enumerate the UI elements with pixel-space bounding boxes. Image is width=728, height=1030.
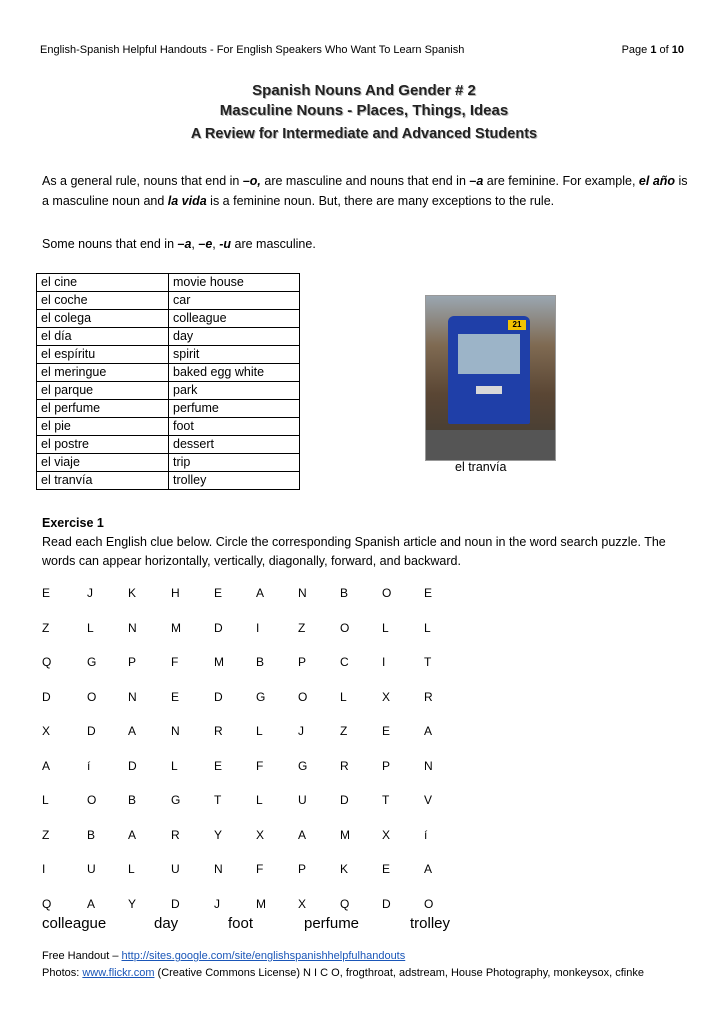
puzzle-letter[interactable]: L [256, 724, 263, 738]
tram-rails [426, 430, 555, 460]
vocab-row [37, 382, 300, 400]
puzzle-letter[interactable]: A [128, 724, 137, 738]
puzzle-letter[interactable]: D [214, 620, 223, 635]
page-current: 1 [650, 44, 657, 56]
puzzle-letter[interactable]: I [256, 620, 260, 635]
puzzle-letter[interactable]: Q [42, 896, 52, 911]
page-header [40, 44, 684, 60]
puzzle-letter[interactable]: M [214, 655, 224, 669]
puzzle-letter[interactable]: X [42, 724, 51, 738]
puzzle-letter[interactable]: G [171, 793, 181, 807]
puzzle-letter[interactable]: A [128, 827, 137, 842]
puzzle-letter[interactable]: O [298, 689, 308, 704]
clue-word: trolley [410, 915, 451, 932]
puzzle-letter[interactable]: M [171, 620, 181, 635]
vocab-english: movie house [169, 274, 300, 292]
puzzle-letter[interactable]: E [424, 586, 433, 600]
vocab-spanish: el colega [37, 310, 169, 328]
puzzle-letter[interactable]: X [382, 827, 391, 842]
puzzle-letter[interactable]: O [87, 689, 97, 704]
puzzle-letter[interactable]: A [42, 758, 51, 773]
puzzle-letter[interactable]: A [87, 896, 96, 911]
vocab-row [37, 454, 300, 472]
puzzle-letter[interactable]: L [424, 620, 431, 635]
vocab-english: trolley [169, 472, 300, 490]
vocab-spanish: el día [37, 328, 169, 346]
puzzle-letter[interactable]: V [424, 793, 433, 807]
puzzle-letter[interactable]: í [87, 758, 91, 773]
vocab-row [37, 274, 300, 292]
puzzle-letter[interactable]: N [171, 724, 180, 738]
puzzle-letter[interactable]: Q [340, 896, 350, 911]
puzzle-letter[interactable]: D [214, 689, 223, 704]
vocab-row [37, 364, 300, 382]
vocab-row [37, 400, 300, 418]
puzzle-letter[interactable]: I [42, 862, 46, 876]
word-search-grid [42, 586, 462, 931]
clue-words [42, 915, 602, 935]
puzzle-letter[interactable]: J [87, 586, 93, 600]
puzzle-letter[interactable]: E [382, 862, 391, 876]
puzzle-letter[interactable]: L [171, 758, 178, 773]
title-line-2: Masculine Nouns - Places, Things, Ideas [219, 102, 509, 119]
vocab-spanish: el tranvía [37, 472, 169, 490]
puzzle-letter[interactable]: H [171, 586, 180, 600]
vocab-spanish: el viaje [37, 454, 169, 472]
puzzle-letter[interactable]: Q [42, 655, 52, 669]
page-prefix: Page [621, 44, 651, 56]
tram-number-plate: 21 [508, 320, 526, 330]
intro-paragraph: As a general rule, nouns that end in –o, are masculine and nouns that end in –a are feminine. For example, el año is a masculine noun and la vida is a feminine noun. But, there are many exceptions to the rule. [42, 174, 688, 208]
puzzle-letter[interactable]: U [87, 862, 96, 876]
puzzle-letter[interactable]: T [424, 655, 432, 669]
page-of: of [656, 44, 672, 56]
puzzle-letter[interactable]: O [424, 896, 434, 911]
puzzle-letter[interactable]: J [298, 724, 304, 738]
puzzle-letter[interactable]: E [382, 724, 391, 738]
puzzle-letter[interactable]: F [256, 758, 264, 773]
tram-window [458, 334, 520, 374]
puzzle-letter[interactable]: í [424, 827, 428, 842]
puzzle-letter[interactable]: D [382, 896, 391, 911]
vocab-row [37, 328, 300, 346]
vocab-english: perfume [169, 400, 300, 418]
puzzle-letter[interactable]: Y [128, 896, 137, 911]
puzzle-letter[interactable]: R [340, 758, 349, 773]
puzzle-letter[interactable]: L [128, 862, 135, 876]
page-number [622, 44, 684, 56]
vocab-row [37, 418, 300, 436]
vocab-row [37, 346, 300, 364]
puzzle-letter[interactable]: L [340, 689, 347, 704]
puzzle-letter[interactable]: D [171, 896, 180, 911]
vocab-row [37, 472, 300, 490]
tram-shape [448, 316, 530, 424]
puzzle-letter[interactable]: D [128, 758, 137, 773]
puzzle-letter[interactable]: A [424, 862, 433, 876]
vocab-row [37, 310, 300, 328]
footer-line-1: Free Handout – http://sites.google.com/site/englishspanishhelpfulhandouts [42, 950, 406, 962]
vocab-english: colleague [169, 310, 300, 328]
puzzle-letter[interactable]: F [171, 655, 179, 669]
puzzle-row [42, 655, 462, 690]
puzzle-row [42, 759, 462, 794]
puzzle-letter[interactable]: D [87, 724, 96, 738]
puzzle-letter[interactable]: N [128, 620, 137, 635]
vocab-english: car [169, 292, 300, 310]
title-line-1: Spanish Nouns And Gender # 2 [252, 82, 476, 99]
vocab-english: trip [169, 454, 300, 472]
puzzle-row [42, 621, 462, 656]
puzzle-letter[interactable]: P [298, 862, 307, 876]
vocab-english: foot [169, 418, 300, 436]
vocab-row [37, 292, 300, 310]
clue-word: colleague [42, 915, 107, 932]
vocab-spanish: el parque [37, 382, 169, 400]
puzzle-letter[interactable]: N [424, 758, 433, 773]
puzzle-letter[interactable]: O [340, 620, 350, 635]
puzzle-letter[interactable]: Y [214, 827, 223, 842]
vocab-spanish: el postre [37, 436, 169, 454]
puzzle-letter[interactable]: A [256, 586, 265, 600]
puzzle-row [42, 586, 462, 621]
puzzle-letter[interactable]: L [87, 620, 94, 635]
puzzle-letter[interactable]: E [214, 586, 223, 600]
clue-word: foot [228, 915, 254, 932]
puzzle-letter[interactable]: Z [42, 620, 50, 635]
page-total: 10 [671, 44, 684, 56]
puzzle-letter[interactable]: Z [298, 620, 306, 635]
puzzle-letter[interactable]: D [340, 793, 349, 807]
puzzle-letter[interactable]: E [214, 758, 223, 773]
puzzle-letter[interactable]: E [171, 689, 180, 704]
puzzle-letter[interactable]: D [42, 689, 51, 704]
puzzle-letter[interactable]: Z [42, 827, 50, 842]
puzzle-letter[interactable]: Z [340, 724, 348, 738]
vocab-english: spirit [169, 346, 300, 364]
handouts-link[interactable]: http://sites.google.com/site/englishspanishhelpfulhandouts [121, 950, 406, 962]
puzzle-letter[interactable]: X [298, 896, 307, 911]
puzzle-letter[interactable]: N [298, 586, 307, 600]
puzzle-letter[interactable]: C [340, 655, 349, 669]
puzzle-letter[interactable]: G [298, 758, 308, 773]
puzzle-letter[interactable]: O [382, 586, 392, 600]
puzzle-letter[interactable]: B [87, 827, 96, 842]
puzzle-letter[interactable]: O [87, 793, 97, 807]
puzzle-letter[interactable]: K [340, 862, 349, 876]
vocab-english: baked egg white [169, 364, 300, 382]
clue-word: day [154, 915, 179, 932]
puzzle-letter[interactable]: U [171, 862, 180, 876]
vocab-table [36, 273, 300, 490]
photo-caption: el tranvía [455, 460, 507, 474]
puzzle-letter[interactable]: B [128, 793, 137, 807]
puzzle-letter[interactable]: I [382, 655, 386, 669]
puzzle-letter[interactable]: R [171, 827, 180, 842]
puzzle-row [42, 690, 462, 725]
exercise-title: Exercise 1 [42, 516, 104, 530]
vocab-spanish: el meringue [37, 364, 169, 382]
title-line-3: A Review for Intermediate and Advanced Students [190, 126, 538, 142]
vocab-english: day [169, 328, 300, 346]
puzzle-letter[interactable]: N [128, 689, 137, 704]
puzzle-letter[interactable]: G [87, 655, 97, 669]
puzzle-letter[interactable]: N [214, 862, 223, 876]
puzzle-letter[interactable]: K [128, 586, 137, 600]
vocab-spanish: el pie [37, 418, 169, 436]
puzzle-letter[interactable]: X [256, 827, 265, 842]
vocab-spanish: el coche [37, 292, 169, 310]
puzzle-letter[interactable]: P [382, 758, 391, 773]
puzzle-row [42, 862, 462, 897]
puzzle-letter[interactable]: U [298, 793, 307, 807]
puzzle-letter[interactable]: P [298, 655, 307, 669]
puzzle-letter[interactable]: J [214, 896, 220, 911]
clue-word: perfume [304, 915, 360, 932]
puzzle-letter[interactable]: G [256, 689, 266, 704]
puzzle-letter[interactable]: M [340, 827, 350, 842]
puzzle-letter[interactable]: A [424, 724, 433, 738]
vocab-row [37, 436, 300, 454]
puzzle-letter[interactable]: T [382, 793, 390, 807]
header-title: English-Spanish Helpful Handouts - For English Speakers Who Want To Learn Spanish [40, 44, 465, 56]
vocab-english: dessert [169, 436, 300, 454]
puzzle-letter[interactable]: A [298, 827, 307, 842]
puzzle-row [42, 724, 462, 759]
vocab-spanish: el cine [37, 274, 169, 292]
vocab-spanish: el perfume [37, 400, 169, 418]
puzzle-letter[interactable]: B [340, 586, 349, 600]
puzzle-row [42, 828, 462, 863]
puzzle-letter[interactable]: F [256, 862, 264, 876]
flickr-link[interactable]: www.flickr.com [82, 967, 155, 979]
puzzle-letter[interactable]: R [214, 724, 223, 738]
puzzle-letter[interactable]: R [424, 689, 433, 704]
puzzle-letter[interactable]: E [42, 586, 51, 600]
puzzle-letter[interactable]: X [382, 689, 391, 704]
tram-photo [425, 295, 556, 461]
puzzle-letter[interactable]: P [128, 655, 137, 669]
exceptions-paragraph: Some nouns that end in –a, –e, -u are masculine. [42, 237, 316, 251]
footer-line-2: Photos: www.flickr.com (Creative Commons License) N I C O, frogthroat, adstream, House Photography, monkeysox, cfinke [42, 967, 644, 979]
puzzle-letter[interactable]: T [214, 793, 222, 807]
tram-plate [476, 386, 502, 394]
puzzle-letter[interactable]: L [382, 620, 389, 635]
puzzle-row [42, 793, 462, 828]
puzzle-letter[interactable]: L [42, 793, 49, 807]
exercise-instructions: Read each English clue below. Circle the corresponding Spanish article and noun in the word search puzzle. The words can appear horizontally, vertically, diagonally, forward, and backward. [42, 535, 666, 568]
puzzle-letter[interactable]: B [256, 655, 265, 669]
puzzle-letter[interactable]: M [256, 896, 266, 911]
vocab-english: park [169, 382, 300, 400]
vocab-spanish: el espíritu [37, 346, 169, 364]
puzzle-letter[interactable]: L [256, 793, 263, 807]
